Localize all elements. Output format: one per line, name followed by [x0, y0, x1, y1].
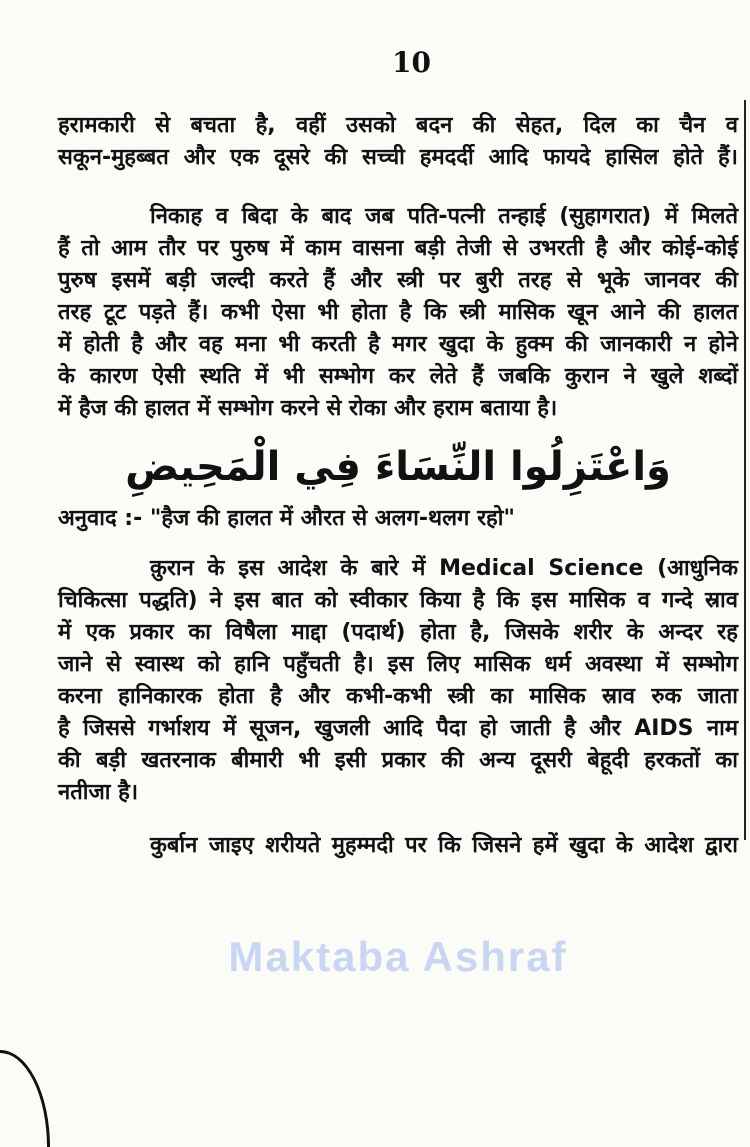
scan-border-line [744, 100, 746, 840]
text-line: सकून-मुहब्बत और एक दूसरे की सच्ची हमदर्दी आदि फायदे हासिल होते हैं। [58, 145, 738, 170]
text-line: जाने से स्वास्थ को हानि पहुँचती है। इस लिए मासिक धर्म अवस्था में सम्भोग [58, 652, 738, 677]
text-line: क़ुरान के इस आदेश के बारे में Medical Science (आधुनिक [150, 556, 738, 581]
text-line: के कारण ऐसी स्थति में भी सम्भोग कर लेते हैं जबकि कुरान ने खुले शब्दों [58, 364, 738, 389]
text-line: तरह टूट पड़ते हैं। कभी ऐसा भी होता है कि स्त्री मासिक खून आने की हालत [58, 300, 738, 325]
text-line: पुरुष इसमें बड़ी जल्दी करते हैं और स्त्री पर बुरी तरह से भूके जानवर की [58, 268, 738, 293]
text-line: है जिससे गर्भाशय में सूजन, खुजली आदि पैदा हो जाती है और AIDS नाम [58, 716, 738, 741]
watermark: Maktaba Ashraf [228, 933, 568, 980]
scan-binding-arc [0, 1050, 50, 1147]
text-line: नतीजा है। [58, 780, 139, 805]
text-line: हैं तो आम तौर पर पुरुष में काम वासना बड़ी तेजी से उभरती है और कोई-कोई [58, 236, 738, 261]
page-body [58, 110, 738, 982]
text-line: निकाह व बिदा के बाद जब पति-पत्नी तन्हाई (सुहागरात) में मिलते [150, 204, 738, 229]
text-line: करना हानिकारक होता है और कभी-कभी स्त्री का मासिक स्राव रुक जाता [58, 684, 738, 709]
page-number: 10 [392, 46, 431, 79]
text-line: में एक प्रकार का विषैला माद्दा (पदार्थ) होता है, जिसके शरीर के अन्दर रह [58, 620, 738, 645]
text-line: की बड़ी खतरनाक बीमारी भी इसी प्रकार की अन्य दूसरी बेहूदी हरकतों का [58, 748, 738, 773]
text-line: कुर्बान जाइए शरीयते मुहम्मदी पर कि जिसने हमें खुदा के आदेश द्वारा [150, 833, 738, 858]
arabic-verse: وَاعْتَزِلُوا النِّسَاءَ فِي الْمَحِيضِ [125, 444, 671, 490]
text-line: चिकित्सा पद्धति) ने इस बात को स्वीकार किया है कि इस मासिक व गन्दे स्राव [58, 588, 738, 613]
translation-line: अनुवाद :- "हैज की हालत में औरत से अलग-थलग रहो" [58, 506, 515, 531]
text-line: में होती है और वह मना भी करती है मगर खुदा के हुक्म की जानकारी न होने [58, 332, 738, 357]
text-line: हरामकारी से बचता है, वहीं उसको बदन की सेहत, दिल का चैन व [58, 113, 738, 138]
text-line: में हैज की हालत में सम्भोग करने से रोका और हराम बताया है। [58, 396, 558, 421]
